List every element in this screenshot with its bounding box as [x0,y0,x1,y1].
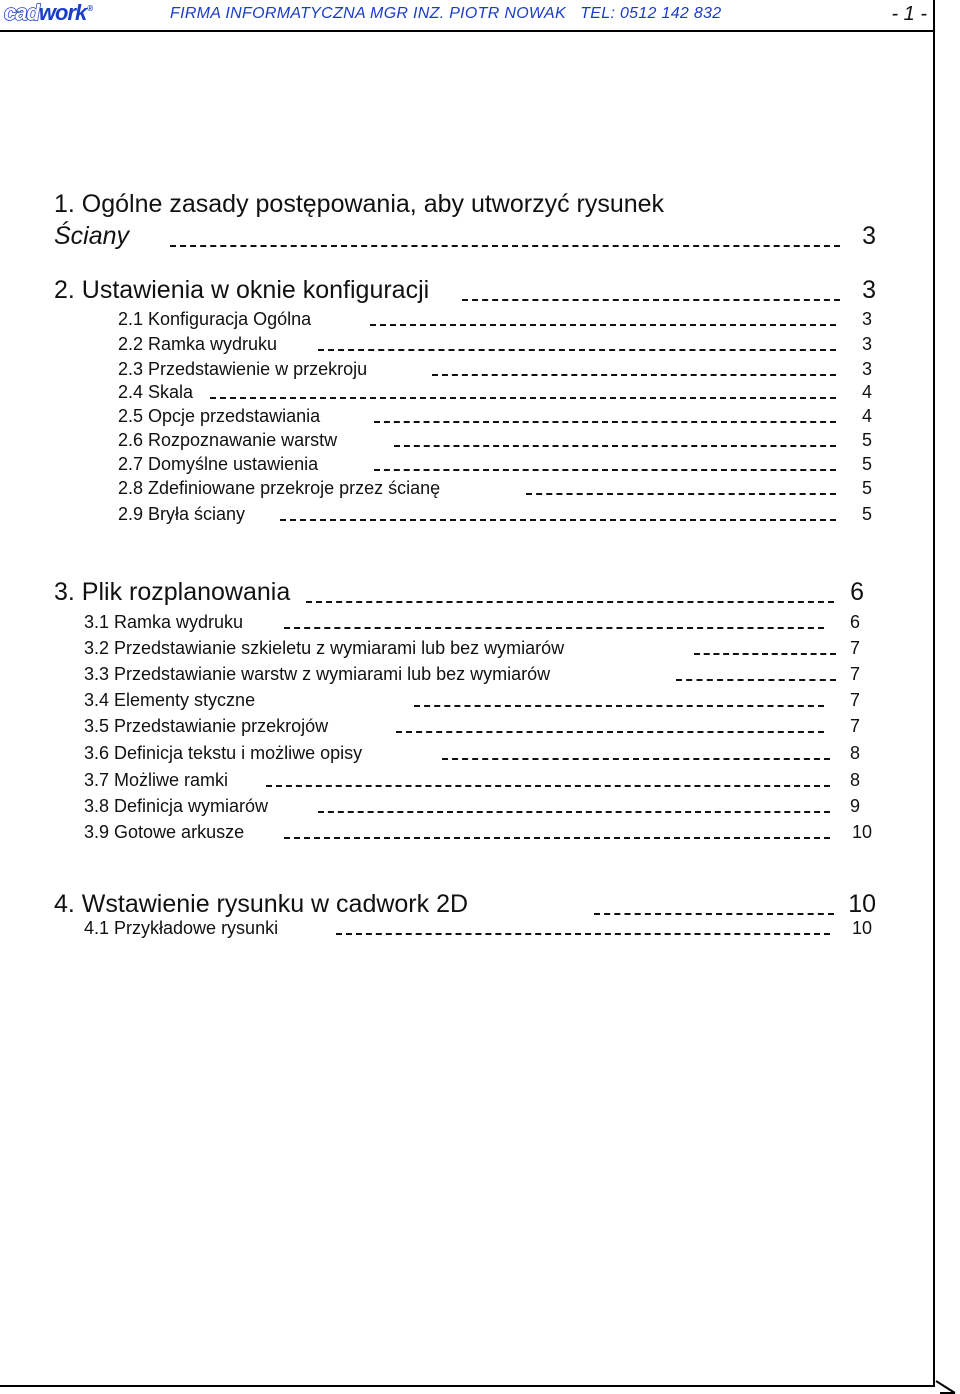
toc-leader [284,627,824,629]
toc-item-2-2[interactable] [118,333,872,355]
toc-leader [318,811,830,813]
toc-page-number: 8 [849,743,860,763]
toc-item-2-5[interactable] [118,405,872,427]
toc-item-3-5[interactable] [84,715,860,737]
company-line: FIRMA INFORMATYCZNA MGR INZ. PIOTR NOWAK TEL: 0512 142 832 [170,5,722,22]
toc-item-2-9[interactable] [118,503,872,525]
corner-fold-icon [934,1380,956,1394]
toc-leader [594,913,834,915]
toc-item-label: 3.5 Przedstawianie przekrojów [84,716,329,736]
toc-page-number: 7 [849,716,860,736]
toc-page-number: 3 [861,309,872,329]
toc-leader [414,705,824,707]
toc-leader [442,758,830,760]
toc-page-number: 9 [849,796,860,816]
toc-leader [284,837,830,839]
toc-leader [318,349,836,351]
toc-page-number: 4 [861,382,872,402]
toc-item-label: 2.9 Bryła ściany [118,504,246,524]
toc-item-label: 2.2 Ramka wydruku [118,334,278,354]
toc-item-label: 3.6 Definicja tekstu i możliwe opisy [84,743,363,763]
toc-item-2-6[interactable] [118,429,872,451]
toc-leader [526,493,836,495]
toc-item-3-7[interactable] [84,769,860,791]
toc-item-3-3[interactable] [84,663,860,685]
toc-page-number: 6 [850,578,864,606]
toc-page-number: 7 [849,638,860,658]
page-number: - 1 - [891,3,927,25]
toc-item-label: 2.7 Domyślne ustawienia [118,454,319,474]
toc-page-number: 8 [849,770,860,790]
logo-work-text: work [38,0,87,25]
toc-item-3-9[interactable] [84,821,872,843]
toc-leader [694,653,836,655]
toc-leader [306,601,834,603]
toc-page-number: 7 [849,690,860,710]
toc-item-3-2[interactable] [84,637,860,659]
toc-item-4-1[interactable] [84,917,872,939]
toc-item-label: 4.1 Przykładowe rysunki [84,918,279,938]
toc-leader [432,374,836,376]
toc-item-label: 3.3 Przedstawianie warstw z wymiarami lub bez wymiarów [84,664,551,684]
toc-section-4[interactable] [54,889,876,919]
toc-item-label: 3.2 Przedstawianie szkieletu z wymiarami lub bez wymiarów [84,638,565,658]
toc-item-label: 2.5 Opcje przedstawiania [118,406,321,426]
toc-leader [170,245,840,247]
toc-leader [280,519,836,521]
toc-item-3-8[interactable] [84,795,860,817]
logo-registered-mark: ® [87,4,93,13]
toc-item-3-4[interactable] [84,689,860,711]
toc-item-label: 2.3 Przedstawienie w przekroju [118,359,368,379]
toc-section-title: 3. Plik rozplanowania [54,578,291,606]
toc-section-2[interactable] [54,275,876,305]
toc-item-3-1[interactable] [84,611,860,633]
toc-item-label: 3.4 Elementy styczne [84,690,256,710]
toc-page-number: 5 [861,478,872,498]
toc-item-2-3[interactable] [118,358,872,380]
toc-item-2-8[interactable] [118,477,872,499]
toc-leader [394,445,836,447]
toc-section-1-title-line2: Ściany [54,222,130,250]
toc-page-number: 5 [861,504,872,524]
toc-page-number: 10 [851,822,872,842]
logo-cad-text: cad [4,0,39,25]
toc-item-2-4[interactable] [118,381,872,403]
toc-item-label: 2.8 Zdefiniowane przekroje przez ścianę [118,478,441,498]
toc-page-number: 5 [861,430,872,450]
toc-item-label: 2.4 Skala [118,382,194,402]
toc-leader [396,731,824,733]
toc-page-number: 10 [851,918,872,938]
toc-leader [374,421,836,423]
toc-page-number: 3 [861,334,872,354]
toc-leader [374,469,836,471]
toc-leader [462,299,840,301]
toc-item-3-6[interactable] [84,742,860,764]
toc-page-number: 10 [848,890,876,918]
toc-leader [210,397,836,399]
toc-item-2-7[interactable] [118,453,872,475]
toc-item-label: 2.6 Rozpoznawanie warstw [118,430,338,450]
toc-page-number: 3 [862,222,876,250]
toc-leader [266,785,830,787]
toc-item-label: 3.8 Definicja wymiarów [84,796,269,816]
toc-page-number: 7 [849,664,860,684]
toc-page-number: 5 [861,454,872,474]
toc-page-number: 3 [862,276,876,304]
toc-section-1-title-line1[interactable]: 1. Ogólne zasady postępowania, aby utworzyć rysunek [54,190,665,218]
toc-section-1[interactable] [54,221,876,251]
toc-section-title: 2. Ustawienia w oknie konfiguracji [54,276,430,304]
toc-item-label: 2.1 Konfiguracja Ogólna [118,309,312,329]
toc-page-number: 3 [861,359,872,379]
toc-item-label: 3.9 Gotowe arkusze [84,822,245,842]
toc-leader [336,933,830,935]
toc-page-number: 6 [849,612,860,632]
toc-leader [370,324,836,326]
toc-item-label: 3.7 Możliwe ramki [84,770,229,790]
toc-page-number: 4 [861,406,872,426]
toc-item-label: 3.1 Ramka wydruku [84,612,244,632]
toc-section-3[interactable] [54,577,864,607]
toc-leader [676,679,836,681]
toc-item-2-1[interactable] [118,308,872,330]
toc-section-title: 4. Wstawienie rysunku w cadwork 2D [54,890,469,918]
